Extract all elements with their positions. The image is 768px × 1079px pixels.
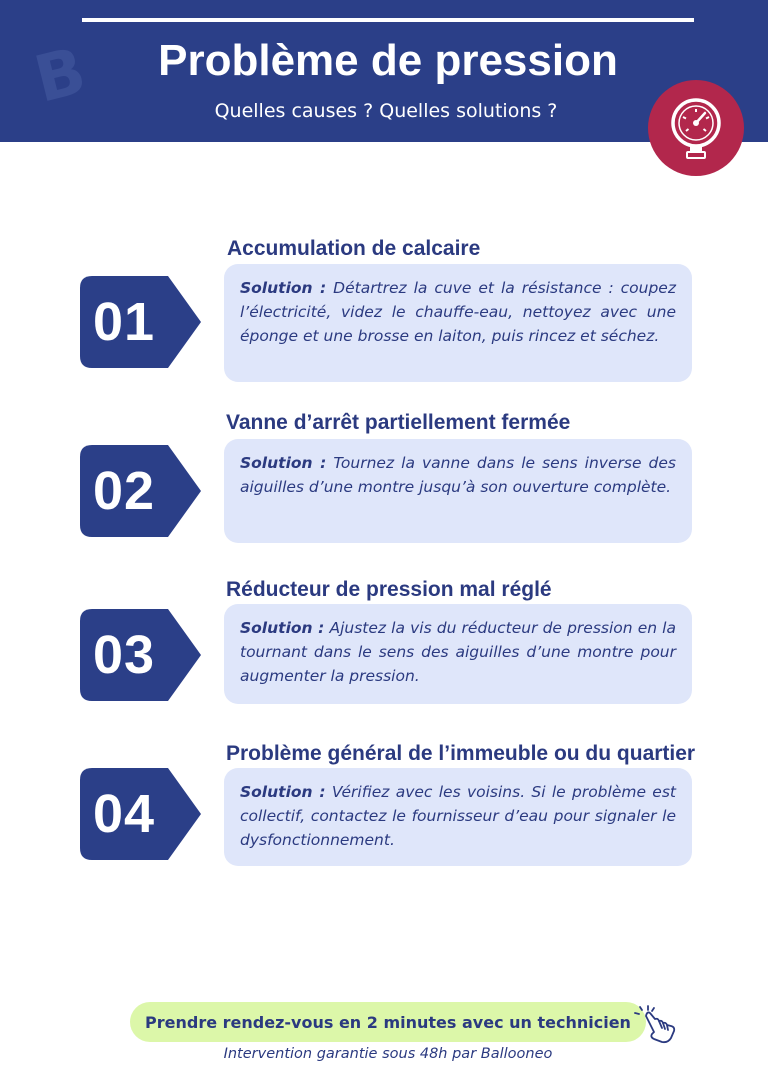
click-hand-icon[interactable] bbox=[632, 1004, 678, 1044]
number-label: 03 bbox=[92, 625, 156, 685]
cta-guarantee-text: Intervention garantie sous 48h par Ballooneo bbox=[223, 1046, 553, 1062]
book-appointment-button[interactable]: Prendre rendez-vous en 2 minutes avec un technicien bbox=[130, 1002, 646, 1042]
header-rule bbox=[82, 18, 694, 22]
number-label: 02 bbox=[92, 461, 156, 521]
page-subtitle: Quelles causes ? Quelles solutions ? bbox=[214, 100, 558, 122]
pressure-gauge-badge bbox=[648, 80, 744, 176]
solution-text: Détartrez la cuve et la résistance : coupez l’électricité, videz le chauffe-eau, nettoyez avec une éponge et une brosse en laiton, puis rincez et séchez. bbox=[240, 279, 676, 345]
number-tag bbox=[80, 276, 202, 368]
solution-text: Vérifiez avec les voisins. Si le problème est collectif, contactez le fournisseur d’eau pour signaler le dysfonctionnement. bbox=[240, 783, 676, 849]
solution-text: Tournez la vanne dans le sens inverse des aiguilles d’une montre jusqu’à son ouverture complète. bbox=[240, 454, 676, 496]
number-label: 01 bbox=[92, 292, 156, 352]
problem-title: Problème général de l’immeuble ou du quartier bbox=[226, 742, 696, 765]
solution-text: Ajustez la vis du réducteur de pression en la tournant dans le sens des aiguilles d’une montre pour augmenter la pression. bbox=[240, 619, 676, 685]
solution-label: Solution : bbox=[240, 454, 327, 472]
problem-title: Vanne d’arrêt partiellement fermée bbox=[226, 411, 571, 434]
page-title: Problème de pression bbox=[158, 36, 618, 85]
solution-label: Solution : bbox=[240, 619, 325, 637]
number-tag bbox=[80, 445, 202, 537]
solution-box bbox=[224, 604, 692, 704]
solution-box bbox=[224, 439, 692, 543]
solution-box bbox=[224, 264, 692, 382]
number-tag bbox=[80, 768, 202, 860]
pressure-gauge-icon bbox=[666, 95, 726, 161]
solution-label: Solution : bbox=[240, 783, 326, 801]
problem-title: Réducteur de pression mal réglé bbox=[226, 578, 552, 601]
number-label: 04 bbox=[92, 784, 156, 844]
problem-title: Accumulation de calcaire bbox=[227, 237, 481, 260]
brand-logo-mark: B bbox=[27, 34, 94, 118]
number-tag bbox=[80, 609, 202, 701]
solution-label: Solution : bbox=[240, 279, 327, 297]
solution-box bbox=[224, 768, 692, 866]
